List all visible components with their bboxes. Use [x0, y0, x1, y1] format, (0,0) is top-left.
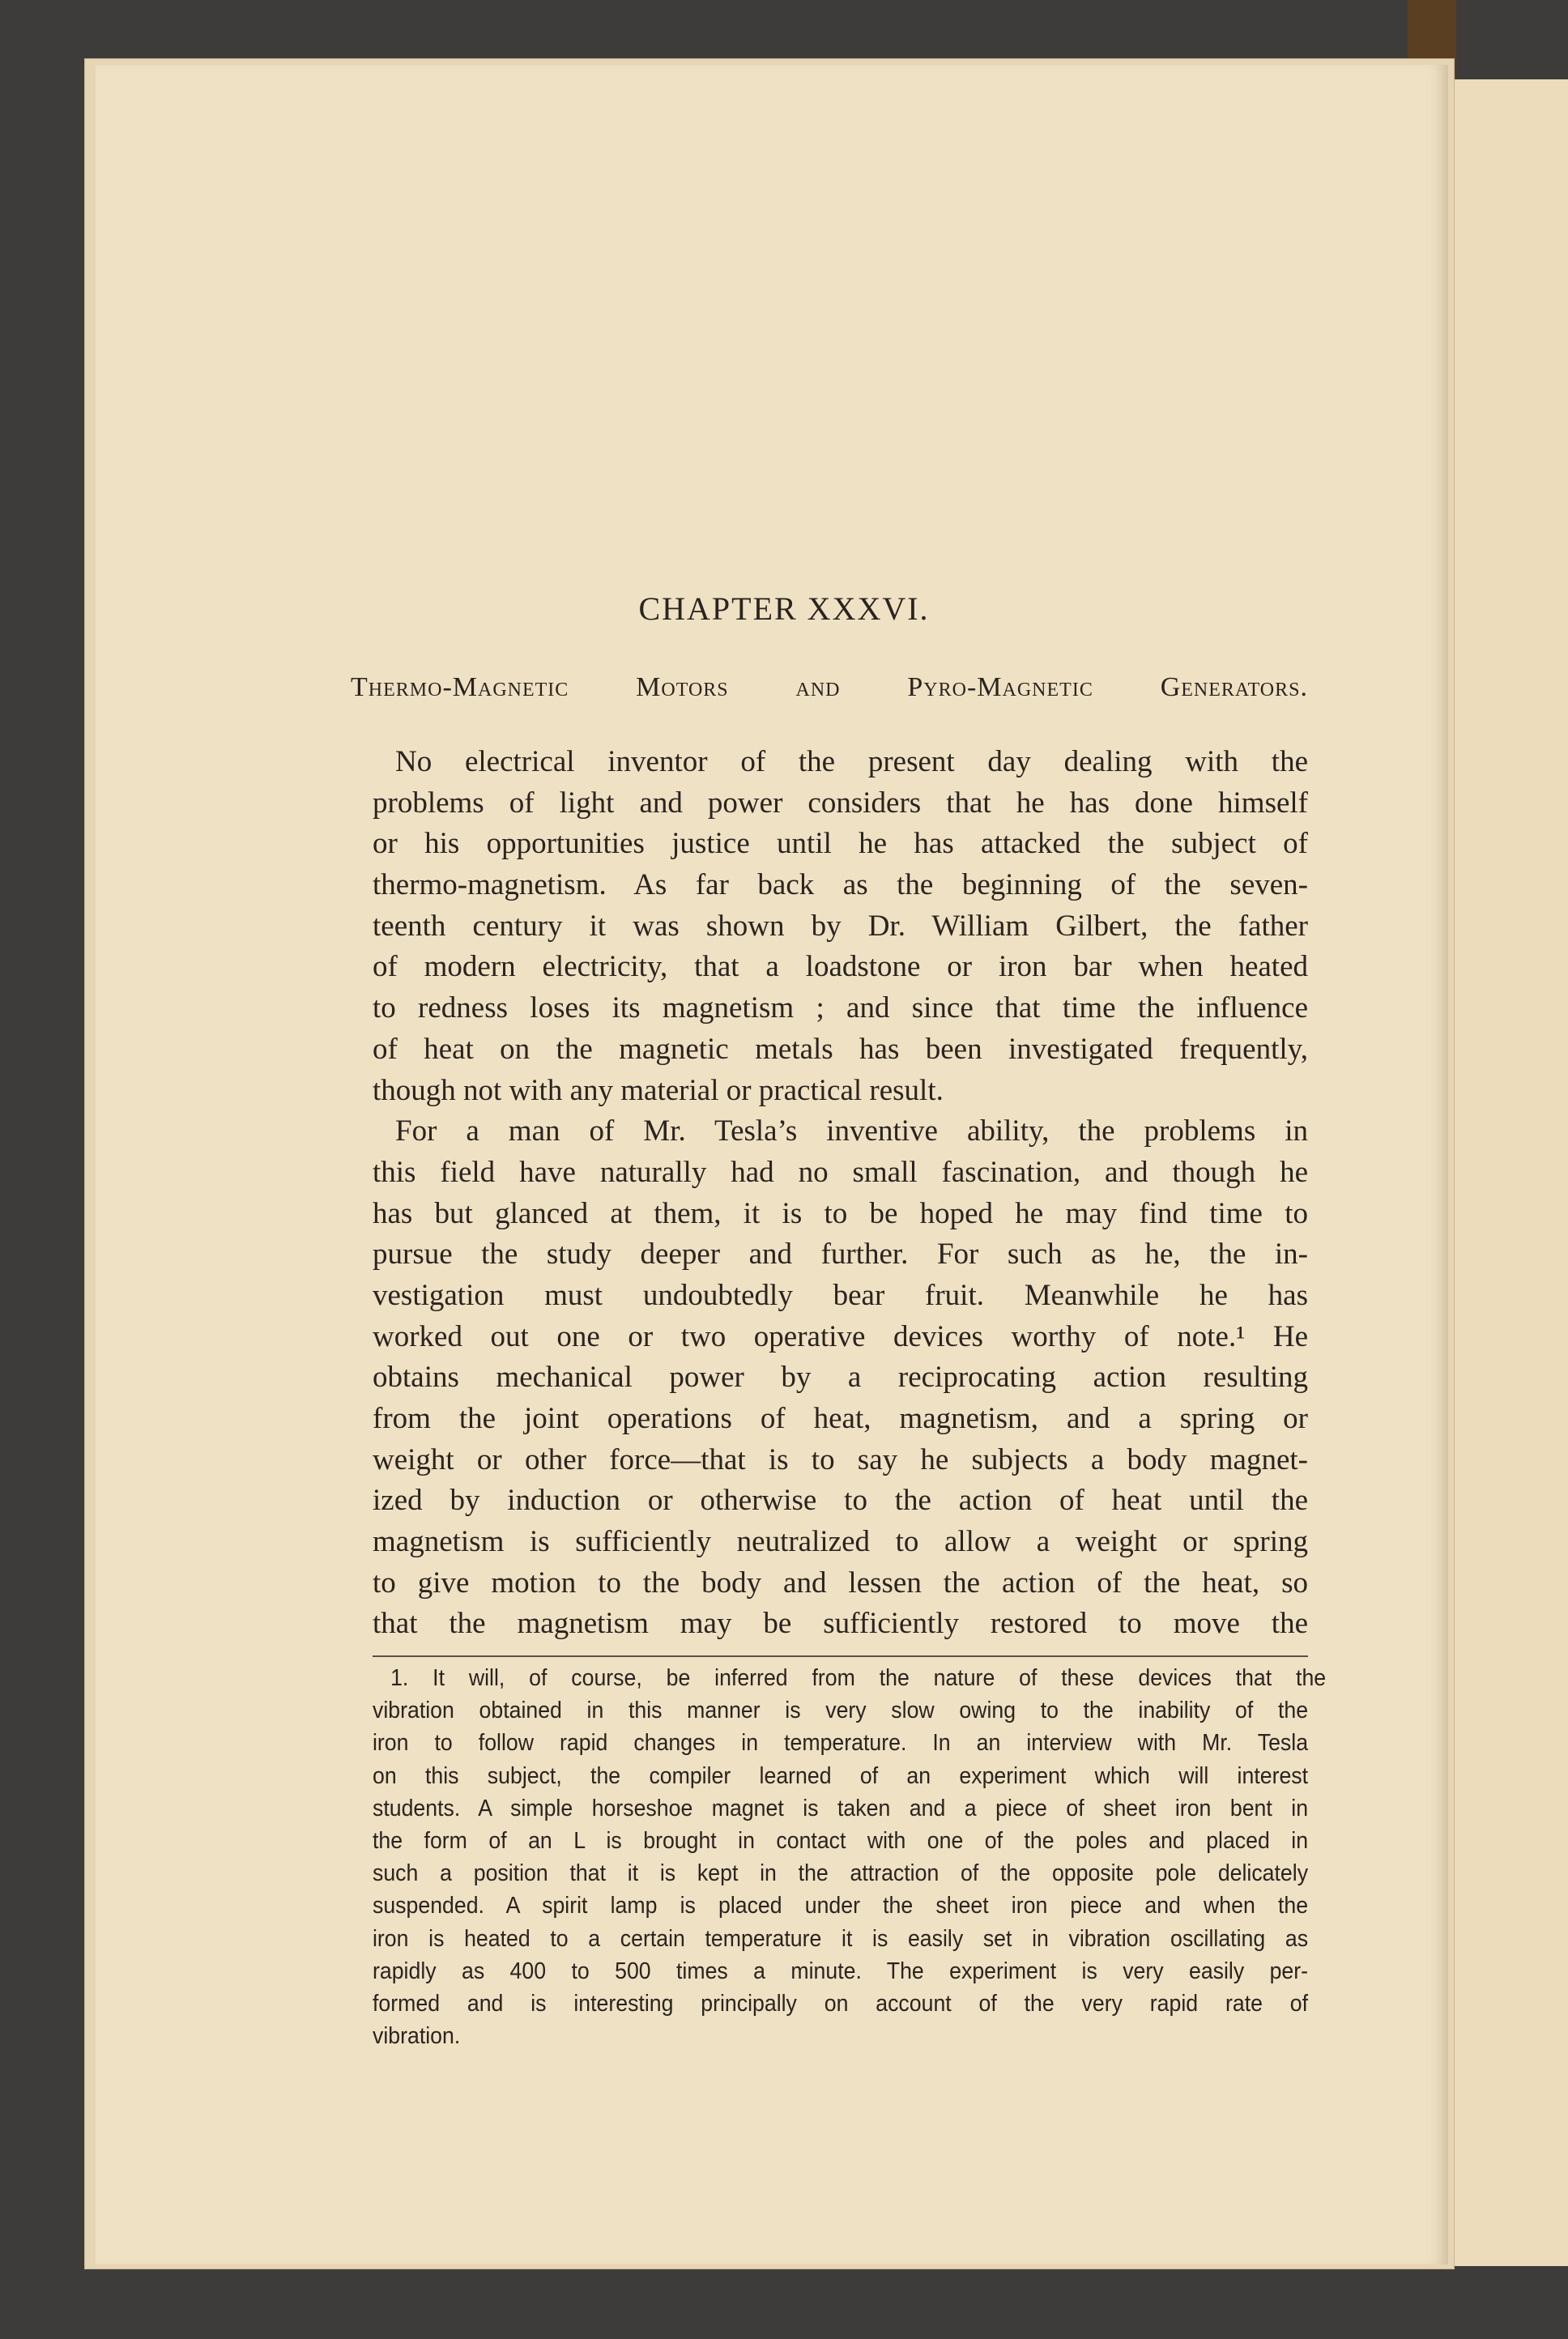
- body-line: weight or other force—that is to say he subjects a body magnet-: [373, 1442, 1308, 1476]
- body-line: ized by induction or otherwise to the action of heat until the: [373, 1484, 1308, 1518]
- footnote-line: formed and is interesting principally on account of the very rapid rate of: [373, 1990, 1309, 2017]
- body-line: obtains mechanical power by a reciprocating action resulting: [373, 1361, 1308, 1395]
- body-line: teenth century it was shown by Dr. William Gilbert, the father: [373, 909, 1308, 943]
- body-text: [373, 742, 1308, 1645]
- body-line: thermo-magnetism. As far back as the beginning of the seven-: [373, 868, 1308, 902]
- footnote-rule: [373, 1655, 1308, 1657]
- chapter-title: CHAPTER XXXVI.: [638, 590, 930, 627]
- footnote-line: iron is heated to a certain temperature it is easily set in vibration oscillating as: [373, 1925, 1309, 1952]
- body-line: problems of light and power considers that he has done himself: [373, 786, 1308, 820]
- footnote-line: vibration.: [373, 2023, 461, 2050]
- body-line: magnetism is sufficiently neutralized to allow a weight or spring: [373, 1525, 1308, 1559]
- body-line: that the magnetism may be sufficiently restored to move the: [373, 1607, 1308, 1641]
- footnote-line: on this subject, the compiler learned of an experiment which will interest: [373, 1762, 1309, 1789]
- body-line: worked out one or two operative devices worthy of note.¹ He: [373, 1319, 1308, 1353]
- footnote: [373, 1662, 1327, 2052]
- chapter-subtitle: Thermo-Magnetic Motors and Pyro-Magnetic Generators.: [351, 672, 1308, 702]
- body-line: of heat on the magnetic metals has been investigated frequently,: [373, 1032, 1308, 1066]
- footnote-line: students. A simple horseshoe magnet is taken and a piece of sheet iron bent in: [373, 1795, 1309, 1821]
- footnote-line: vibration obtained in this manner is very slow owing to the inability of the: [373, 1698, 1309, 1724]
- footnote-line: iron to follow rapid changes in temperature. In an interview with Mr. Tesla: [373, 1730, 1309, 1757]
- footnote-line: 1. It will, of course, be inferred from the nature of these devices that the: [390, 1665, 1327, 1691]
- body-line: has but glanced at them, it is to be hoped he may find time to: [373, 1196, 1308, 1230]
- body-line: vestigation must undoubtedly bear fruit. Meanwhile he has: [373, 1278, 1308, 1312]
- footnote-line: the form of an L is brought in contact with one of the poles and placed in: [373, 1827, 1309, 1854]
- body-line: though not with any material or practical result.: [373, 1073, 944, 1107]
- facing-page-edge: [1450, 79, 1568, 2266]
- footnote-line: rapidly as 400 to 500 times a minute. The experiment is very easily per-: [373, 1958, 1309, 1984]
- body-line: of modern electricity, that a loadstone or iron bar when heated: [373, 950, 1308, 984]
- footnote-line: suspended. A spirit lamp is placed under the sheet iron piece and when the: [373, 1893, 1309, 1919]
- body-line: to give motion to the body and lessen the action of the heat, so: [373, 1566, 1308, 1600]
- body-line: to redness loses its magnetism ; and since that time the influence: [373, 991, 1308, 1025]
- body-line: or his opportunities justice until he has attacked the subject of: [373, 827, 1308, 861]
- footnote-line: such a position that it is kept in the attraction of the opposite pole delicately: [373, 1860, 1309, 1887]
- body-line: from the joint operations of heat, magnetism, and a spring or: [373, 1402, 1308, 1435]
- body-line: this field have naturally had no small fascination, and though he: [373, 1155, 1308, 1189]
- body-line: No electrical inventor of the present day dealing with the: [395, 745, 1308, 778]
- body-line: pursue the study deeper and further. For such as he, the in-: [373, 1238, 1308, 1272]
- body-line: For a man of Mr. Tesla’s inventive ability, the problems in: [395, 1114, 1308, 1148]
